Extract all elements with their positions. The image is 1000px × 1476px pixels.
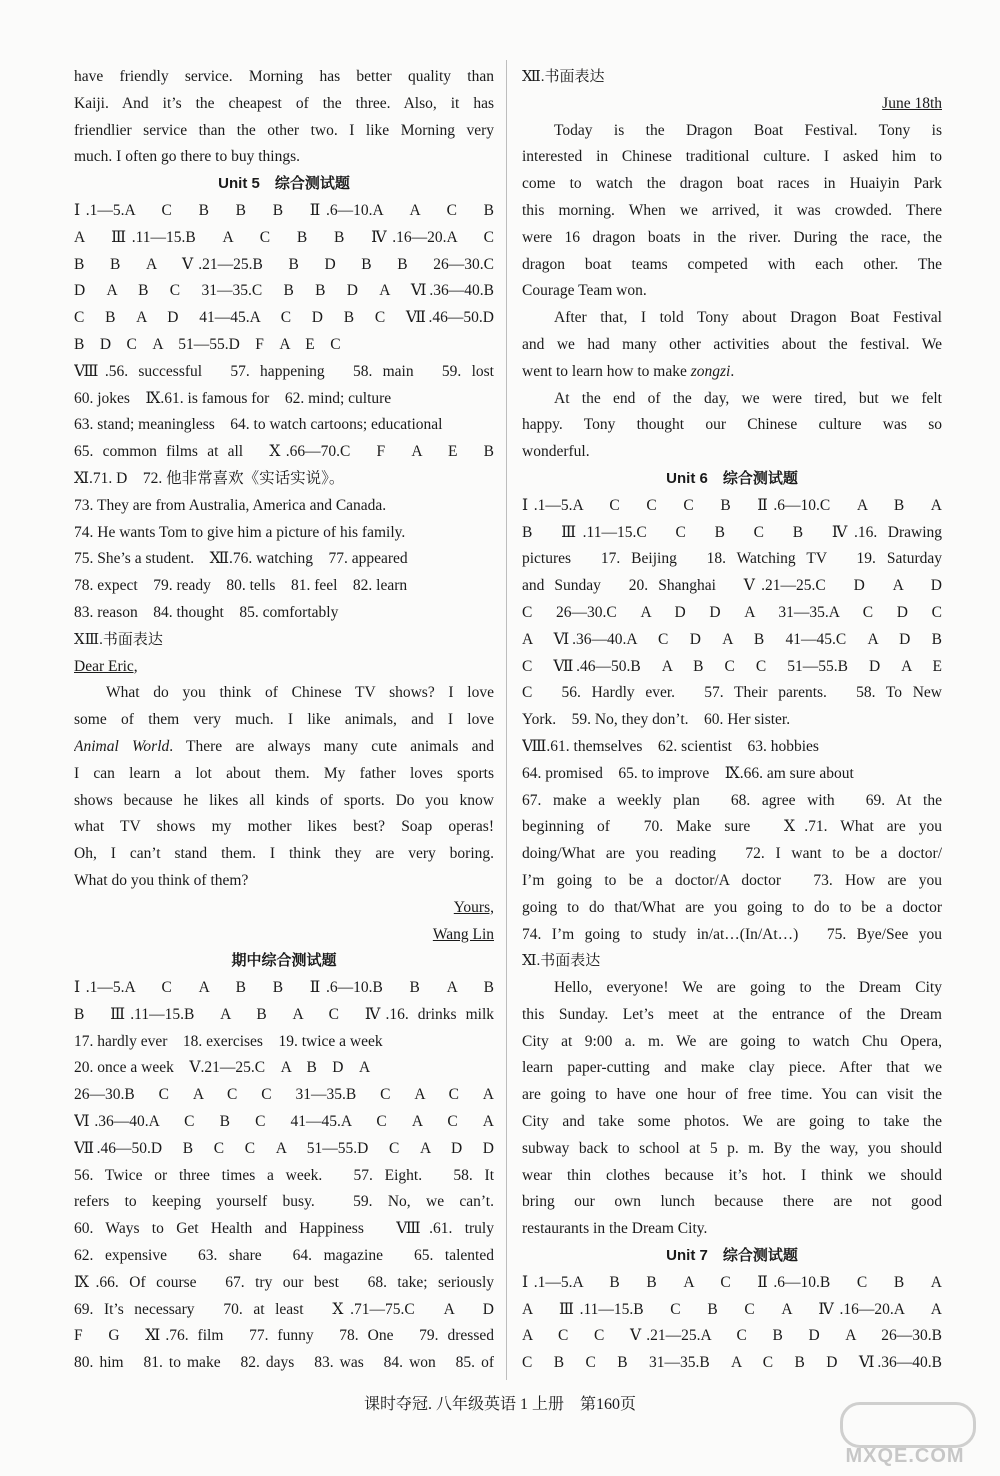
left-column-line: 83. reason 84. thought 85. comfortably	[74, 603, 339, 621]
left-column-line: Wang Lin	[432, 925, 494, 943]
left-column-line: Ⅶ.46—50.D B C C A 51—55.D C A D D	[74, 1139, 494, 1157]
right-column-line: went to learn how to make zongzi.	[522, 362, 735, 380]
left-column-line: Ⅷ.56. successful 57. happening 58. main 59. lost	[74, 362, 494, 380]
right-column-line: June 18th	[882, 94, 942, 112]
left-column-line: 60. Ways to Get Health and Happiness Ⅷ.61. truly	[74, 1220, 494, 1238]
right-column-line: Unit 6 综合测试题	[666, 469, 798, 487]
right-column-line: Courage Team won.	[522, 282, 647, 300]
right-column-line: A Ⅲ.11—15.B C B C A Ⅳ.16—20.A A	[522, 1300, 942, 1318]
left-column-line: 56. Twice or three times a week. 57. Eight. 58. It	[74, 1166, 494, 1184]
left-column-line: 74. He wants Tom to give him a picture of his family.	[74, 523, 406, 541]
left-column-line: 17. hardly ever 18. exercises 19. twice a week	[74, 1032, 383, 1050]
left-column-line: shows because he likes all kinds of sports. Do you know	[74, 791, 494, 809]
right-column-line: A Ⅵ.36—40.A C D A B 41—45.C A D B	[522, 630, 942, 648]
left-column-line: Ⅸ.66. Of course 67. try our best 68. take; seriously	[74, 1273, 494, 1291]
left-column-line: Kaiji. And it’s the cheapest of the three. Also, it has	[74, 94, 494, 112]
left-column-line: Ⅰ.1—5.A C B B B Ⅱ.6—10.A A C B	[74, 201, 494, 219]
right-column-line: come to watch the dragon boat races in Huaiyin Park	[522, 175, 942, 193]
right-column-line: beginning of 70. Make sure Ⅹ.71. What are you	[522, 818, 942, 836]
left-column-line: 63. stand; meaningless 64. to watch cartoons; educational	[74, 416, 443, 434]
right-column-line: and Sunday 20. Shanghai Ⅴ.21—25.C D A D	[522, 577, 942, 595]
left-column-line: Oh, I can’t stand them. I think they are very boring.	[74, 845, 494, 863]
right-column-line: were 16 dragon boats in the river. During the race, the	[522, 228, 942, 246]
page-footer: 课时夺冠. 八年级英语 1 上册 第160页	[363, 1396, 636, 1413]
right-column-line: Hello, everyone! We are going to the Dream City	[554, 979, 942, 997]
watermark-text: MXQE.COM	[845, 1445, 965, 1467]
right-column-line: Unit 7 综合测试题	[666, 1247, 798, 1265]
right-column-line: City and take some photos. We are going to take the	[522, 1113, 942, 1131]
left-column-line: 60. jokes Ⅸ.61. is famous for 62. mind; culture	[74, 389, 392, 407]
left-column-line: have friendly service. Morning has better quality than	[74, 68, 494, 85]
right-column-line: Ⅷ.61. themselves 62. scientist 63. hobbies	[522, 737, 819, 755]
right-column-line: C Ⅶ.46—50.B A B C C 51—55.B D A E	[522, 657, 942, 675]
right-column-line: bring our own lunch because there are not good	[522, 1193, 942, 1211]
right-column-line: learn paper-cutting and make clay piece. After that we	[522, 1059, 942, 1077]
right-column-line: C 26—30.C A D D A 31—35.A C D C	[522, 603, 942, 621]
left-column-line: 73. They are from Australia, America and Canada.	[74, 496, 387, 514]
right-column-line: dragon boat teams competed with each other. The	[522, 255, 942, 273]
right-column-line: I’m going to be a doctor/A doctor 73. How are you	[522, 871, 942, 889]
right-column-line: wonderful.	[522, 443, 590, 461]
left-column-line: 80. him 81. to make 82. days 83. was 84. won 85. of	[74, 1354, 494, 1372]
left-column-line: C B A D 41—45.A C D B C Ⅶ.46—50.D	[74, 309, 494, 327]
left-column-line: some of them very much. I like animals, and I love	[74, 711, 494, 729]
left-column-line: 期中综合测试题	[231, 952, 337, 970]
left-column-line: D A B C 31—35.C B B D A Ⅵ.36—40.B	[74, 282, 494, 300]
left-column-line: Unit 5 综合测试题	[218, 175, 350, 193]
right-column-line: are going to have one hour of free time. You can visit the	[522, 1086, 942, 1104]
right-column-line: this morning. When we arrived, it was crowded. There	[522, 201, 942, 219]
left-column-line: 75. She’s a student. Ⅻ.76. watching 77. appeared	[74, 550, 408, 568]
left-column-line: refers to keeping yourself busy. 59. No, we can’t.	[74, 1193, 494, 1211]
left-column	[74, 64, 494, 1377]
left-column-line: 62. expensive 63. share 64. magazine 65. talented	[74, 1247, 494, 1265]
right-column-line: 74. I’m going to study in/at…(In/At…) 75. Bye/See you	[522, 925, 942, 943]
right-column-line: subway back to school at 5 p. m. By the way, you should	[522, 1139, 942, 1157]
watermark-emblem-icon	[840, 1402, 976, 1448]
left-column-line: Ⅵ.36—40.A C B C 41—45.A C A C A	[74, 1113, 494, 1131]
italic-term: zongzi	[690, 362, 731, 380]
right-column-line: After that, I told Tony about Dragon Boat Festival	[554, 309, 942, 327]
right-column-line: C B C B 31—35.B A C B D Ⅵ.36—40.B	[522, 1354, 942, 1372]
left-column-line: ⅩⅢ.书面表达	[74, 631, 163, 648]
left-column-line: friendlier service than the other two. I like Morning very	[74, 121, 494, 139]
italic-term: Animal World	[74, 737, 170, 755]
left-column-line: 78. expect 79. ready 80. tells 81. feel 82. learn	[74, 577, 408, 595]
right-column-line: Today is the Dragon Boat Festival. Tony is	[554, 121, 942, 139]
right-column-line: A C C Ⅴ.21—25.A C B D A 26—30.B	[522, 1327, 942, 1345]
left-column-line: what TV shows my mother likes best? Soap operas!	[74, 818, 494, 836]
left-column-line: B B A Ⅴ.21—25.B B D B B 26—30.C	[74, 255, 494, 273]
left-column-line: 26—30.B C A C C 31—35.B C A C A	[74, 1086, 494, 1104]
right-column-line: At the end of the day, we were tired, but we felt	[554, 389, 942, 407]
left-column-line: 69. It’s necessary 70. at least Ⅹ.71—75.C A D	[74, 1300, 494, 1318]
right-column-line: happy. Tony thought our Chinese culture was so	[522, 416, 942, 434]
left-column-line: B D C A 51—55.D F A E C	[74, 335, 341, 353]
left-column-line: Ⅺ.71. D 72. 他非常喜欢《实话实说》。	[74, 469, 345, 487]
right-column-line: pictures 17. Beijing 18. Watching TV 19. Saturday	[522, 550, 942, 568]
right-column	[522, 64, 942, 1377]
left-column-line: Dear Eric,	[74, 657, 138, 675]
right-column-line: doing/What are you reading 72. I want to be a doctor/	[522, 845, 942, 863]
right-column-line: this Sunday. Let’s meet at the entrance of the Dream	[522, 1005, 942, 1023]
left-column-line: Animal World. There are always many cute animals and	[74, 737, 494, 755]
right-column-line: York. 59. No, they don’t. 60. Her sister.	[522, 711, 791, 729]
right-column-line: wear thin clothes because it’s hot. I think we should	[522, 1166, 942, 1184]
right-column-line: Ⅺ.书面表达	[522, 953, 601, 970]
left-column-line: What do you think of them?	[74, 871, 249, 889]
right-column-line: City at 9:00 a. m. We are going to watch Chu Opera,	[522, 1032, 942, 1050]
right-column-line: 67. make a weekly plan 68. agree with 69. At the	[522, 791, 942, 809]
left-column-line: B Ⅲ.11—15.B A B A C Ⅳ.16. drinks milk	[74, 1005, 494, 1023]
left-column-line: much. I often go there to buy things.	[74, 148, 300, 166]
right-column-line: going to do that/What are you going to do to be a doctor	[522, 898, 942, 916]
left-column-line: 65. common films at all Ⅹ.66—70.C F A E B	[74, 443, 494, 461]
left-column-line: Yours,	[453, 898, 494, 916]
right-column-line: interested in Chinese traditional culture. I asked him to	[522, 148, 942, 166]
right-column-line: Ⅰ.1—5.A B B A C Ⅱ.6—10.B C B A	[522, 1273, 942, 1291]
left-column-line: 20. once a week Ⅴ.21—25.C A B D A	[74, 1059, 371, 1077]
left-column-line: F G Ⅺ.76. film 77. funny 78. One 79. dressed	[74, 1327, 494, 1345]
left-column-line: A Ⅲ.11—15.B A C B B Ⅳ.16—20.A C	[74, 228, 494, 246]
left-column-line: Ⅰ.1—5.A C A B B Ⅱ.6—10.B B A B	[74, 979, 494, 997]
right-column-line: C 56. Hardly ever. 57. Their parents. 58. To New	[522, 684, 942, 702]
column-divider	[506, 60, 507, 1380]
right-column-line: and we had many other activities about the festival. We	[522, 335, 942, 353]
right-column-line: 64. promised 65. to improve Ⅸ.66. am sure about	[522, 764, 854, 782]
right-column-line: Ⅻ.书面表达	[522, 69, 605, 85]
left-column-line: I can learn a lot about them. My father loves sports	[74, 764, 494, 782]
left-column-line: What do you think of Chinese TV shows? I love	[106, 684, 494, 702]
watermark-logo	[830, 1402, 980, 1468]
right-column-line: Ⅰ.1—5.A C C C B Ⅱ.6—10.C A B A	[522, 496, 942, 514]
right-column-line: restaurants in the Dream City.	[522, 1220, 708, 1238]
right-column-line: B Ⅲ.11—15.C C B C B Ⅳ.16. Drawing	[522, 523, 942, 541]
